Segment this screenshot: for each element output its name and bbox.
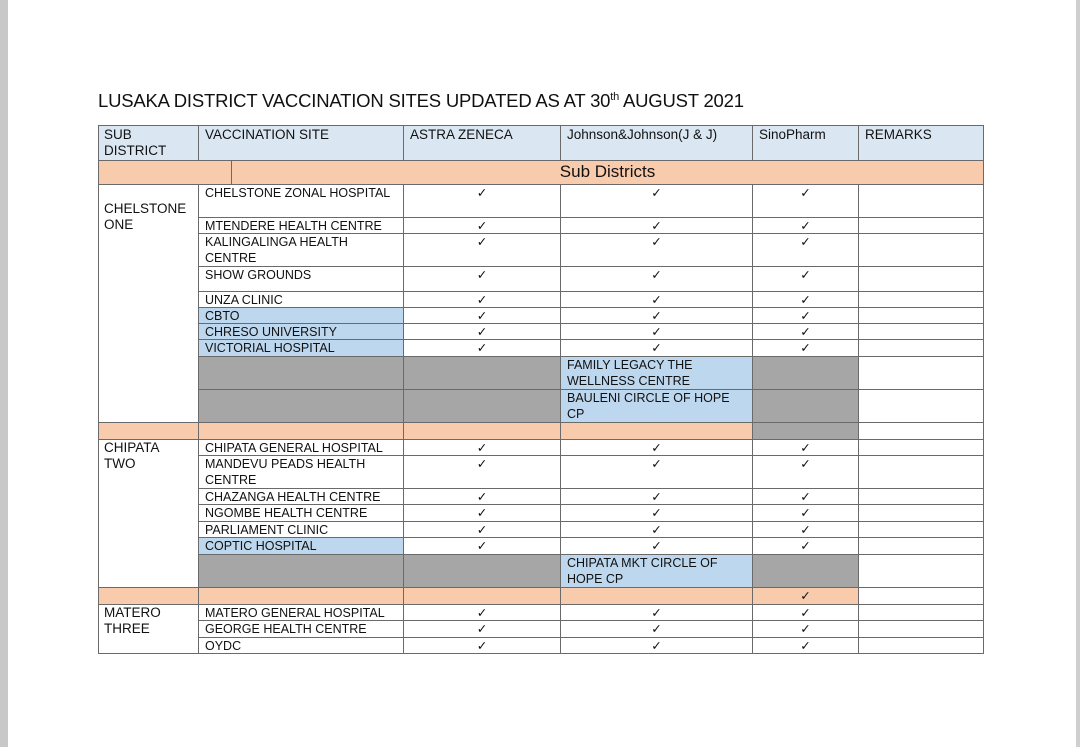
shaded-cell: [404, 390, 561, 423]
remarks-cell: [859, 605, 984, 621]
remarks-cell: [859, 456, 984, 489]
astra-zeneca-check: ✓: [404, 308, 561, 324]
sinopharm-check: ✓: [753, 538, 859, 555]
sinopharm-check: ✓: [753, 185, 859, 218]
site-name: COPTIC HOSPITAL: [199, 538, 404, 555]
astra-zeneca-check: ✓: [404, 456, 561, 489]
remarks-cell: [859, 234, 984, 267]
band-left-cell: [98, 161, 232, 185]
johnson-johnson-check: ✓: [561, 621, 753, 638]
remarks-cell: [859, 505, 984, 522]
sub-district-name: CHIPATA TWO: [98, 440, 199, 588]
remarks-cell: [859, 308, 984, 324]
separator-cell: [753, 423, 859, 440]
sinopharm-check: ✓: [753, 292, 859, 308]
site-name: VICTORIAL HOSPITAL: [199, 340, 404, 357]
remarks-cell: [859, 185, 984, 218]
johnson-johnson-check: ✓: [561, 489, 753, 505]
shaded-cell: [753, 357, 859, 390]
astra-zeneca-check: ✓: [404, 538, 561, 555]
site-name: GEORGE HEALTH CENTRE: [199, 621, 404, 638]
johnson-johnson-check: ✓: [561, 538, 753, 555]
band-title: Sub Districts: [232, 161, 984, 185]
separator-cell: [98, 423, 199, 440]
remarks-cell: [859, 489, 984, 505]
header-johnson-johnson: Johnson&Johnson(J & J): [561, 125, 753, 161]
shaded-cell: [199, 555, 404, 588]
separator-cell: [561, 588, 753, 605]
johnson-johnson-check: ✓: [561, 234, 753, 267]
jj-site-name: FAMILY LEGACY THE WELLNESS CENTRE: [561, 357, 753, 390]
johnson-johnson-check: ✓: [561, 218, 753, 234]
sinopharm-check: ✓: [753, 621, 859, 638]
johnson-johnson-check: ✓: [561, 440, 753, 456]
shaded-cell: [753, 390, 859, 423]
sinopharm-check: ✓: [753, 489, 859, 505]
astra-zeneca-check: ✓: [404, 489, 561, 505]
astra-zeneca-check: ✓: [404, 234, 561, 267]
jj-site-name: CHIPATA MKT CIRCLE OF HOPE CP: [561, 555, 753, 588]
astra-zeneca-check: ✓: [404, 185, 561, 218]
astra-zeneca-check: ✓: [404, 621, 561, 638]
johnson-johnson-check: ✓: [561, 292, 753, 308]
site-name: MATERO GENERAL HOSPITAL: [199, 605, 404, 621]
sinopharm-check: ✓: [753, 505, 859, 522]
sub-district-name: CHELSTONE ONE: [98, 185, 199, 423]
site-name: OYDC: [199, 638, 404, 654]
shaded-cell: [199, 357, 404, 390]
header-vaccination-site: VACCINATION SITE: [199, 125, 404, 161]
astra-zeneca-check: ✓: [404, 292, 561, 308]
remarks-cell: [859, 555, 984, 588]
site-name: UNZA CLINIC: [199, 292, 404, 308]
remarks-cell: [859, 621, 984, 638]
site-name: CHELSTONE ZONAL HOSPITAL: [199, 185, 404, 218]
johnson-johnson-check: ✓: [561, 308, 753, 324]
sinopharm-check: ✓: [753, 340, 859, 357]
johnson-johnson-check: ✓: [561, 505, 753, 522]
shaded-cell: [404, 357, 561, 390]
separator-cell: [199, 423, 404, 440]
sinopharm-check: ✓: [753, 605, 859, 621]
johnson-johnson-check: ✓: [561, 638, 753, 654]
site-name: NGOMBE HEALTH CENTRE: [199, 505, 404, 522]
astra-zeneca-check: ✓: [404, 340, 561, 357]
separator-cell: [404, 423, 561, 440]
separator-cell: [199, 588, 404, 605]
remarks-cell: [859, 267, 984, 292]
separator-cell: [561, 423, 753, 440]
remarks-cell: [859, 522, 984, 538]
header-sub-district: SUB DISTRICT: [98, 125, 199, 161]
johnson-johnson-check: ✓: [561, 324, 753, 340]
sinopharm-check: ✓: [753, 522, 859, 538]
site-name: CHRESO UNIVERSITY: [199, 324, 404, 340]
jj-site-name: BAULENI CIRCLE OF HOPE CP: [561, 390, 753, 423]
remarks-cell: [859, 292, 984, 308]
johnson-johnson-check: ✓: [561, 340, 753, 357]
remarks-cell: [859, 440, 984, 456]
astra-zeneca-check: ✓: [404, 638, 561, 654]
separator-cell: [859, 423, 984, 440]
astra-zeneca-check: ✓: [404, 522, 561, 538]
site-name: CHIPATA GENERAL HOSPITAL: [199, 440, 404, 456]
remarks-cell: [859, 340, 984, 357]
separator-cell: [859, 588, 984, 605]
johnson-johnson-check: ✓: [561, 267, 753, 292]
sinopharm-check: ✓: [753, 324, 859, 340]
astra-zeneca-check: ✓: [404, 267, 561, 292]
site-name: PARLIAMENT CLINIC: [199, 522, 404, 538]
sinopharm-check: ✓: [753, 267, 859, 292]
sinopharm-check: ✓: [753, 234, 859, 267]
remarks-cell: [859, 218, 984, 234]
site-name: CHAZANGA HEALTH CENTRE: [199, 489, 404, 505]
site-name: CBTO: [199, 308, 404, 324]
header-remarks: REMARKS: [859, 125, 984, 161]
astra-zeneca-check: ✓: [404, 324, 561, 340]
remarks-cell: [859, 357, 984, 390]
astra-zeneca-check: ✓: [404, 605, 561, 621]
astra-zeneca-check: ✓: [404, 218, 561, 234]
shaded-cell: [404, 555, 561, 588]
remarks-cell: [859, 390, 984, 423]
sub-district-name: MATERO THREE: [98, 605, 199, 654]
astra-zeneca-check: ✓: [404, 440, 561, 456]
astra-zeneca-check: ✓: [404, 505, 561, 522]
separator-cell: [98, 588, 199, 605]
sinopharm-check: ✓: [753, 638, 859, 654]
sinopharm-check: ✓: [753, 308, 859, 324]
shaded-cell: [199, 390, 404, 423]
johnson-johnson-check: ✓: [561, 522, 753, 538]
remarks-cell: [859, 538, 984, 555]
sinopharm-check: ✓: [753, 456, 859, 489]
page-title: LUSAKA DISTRICT VACCINATION SITES UPDATED AS AT 30th AUGUST 2021: [98, 90, 744, 111]
sinopharm-check: ✓: [753, 440, 859, 456]
site-name: MTENDERE HEALTH CENTRE: [199, 218, 404, 234]
site-name: SHOW GROUNDS: [199, 267, 404, 292]
site-name: KALINGALINGA HEALTH CENTRE: [199, 234, 404, 267]
header-sinopharm: SinoPharm: [753, 125, 859, 161]
site-name: MANDEVU PEADS HEALTH CENTRE: [199, 456, 404, 489]
header-astra-zeneca: ASTRA ZENECA: [404, 125, 561, 161]
remarks-cell: [859, 324, 984, 340]
johnson-johnson-check: ✓: [561, 605, 753, 621]
johnson-johnson-check: ✓: [561, 456, 753, 489]
separator-cell: [404, 588, 561, 605]
remarks-cell: [859, 638, 984, 654]
separator-cell: ✓: [753, 588, 859, 605]
sinopharm-check: ✓: [753, 218, 859, 234]
johnson-johnson-check: ✓: [561, 185, 753, 218]
shaded-cell: [753, 555, 859, 588]
